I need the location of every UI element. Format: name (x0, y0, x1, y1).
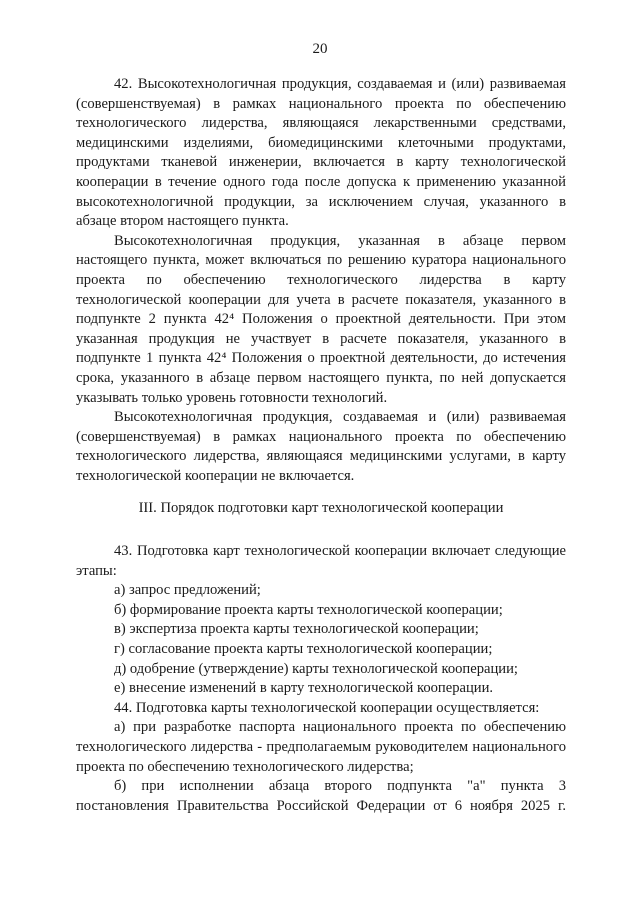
paragraph-44-b: б) при исполнении абзаца второго подпункта "а" пункта 3 постановления Правительства Российской Федерации от 6 ноября 2025 г. (76, 778, 566, 814)
page-number: 20 (312, 41, 328, 57)
list-item-stage-b: б) формирование проекта карты технологической кооперации; (114, 601, 503, 618)
section-heading: III. Порядок подготовки карт технологической кооперации (138, 500, 504, 517)
list-item-stage-d: г) согласование проекта карты технологической кооперации; (114, 641, 493, 658)
list-item-stage-f: е) внесение изменений в карту технологической кооперации. (114, 680, 494, 697)
list-item-stage-e: д) одобрение (утверждение) карты технологической кооперации; (114, 660, 518, 677)
paragraph-42: 42. Высокотехнологичная продукция, создаваемая и (или) развиваемая (совершенствуемая) в рамках национального проекта по обеспечению технологического лидерства, являющаяся лекарственными средствами, медицинскими изделиями, биомедицинскими клеточными продуктами, продуктами тканевой инженерии, включается в карту технологической кооперации в течение одного года после допуска к применению указанной высокотехнологичной продукции, за исключением случая, указанного в абзаце втором настоящего пункта. (76, 76, 566, 230)
list-item-stage-c: в) экспертиза проекта карты технологической кооперации; (114, 621, 479, 638)
paragraph-43: 43. Подготовка карт технологической кооперации включает следующие этапы: (76, 543, 566, 579)
paragraph-42-third: Высокотехнологичная продукция, создаваемая и (или) развиваемая (совершенствуемая) в рамках национального проекта по обеспечению технологического лидерства, являющаяся медицинскими услугами, в карту технологической кооперации не включается. (76, 409, 566, 484)
document-body (76, 75, 566, 816)
paragraph-44-a: а) при разработке паспорта национального проекта по обеспечению технологического лидерства - предполагаемым руководителем национального проекта по обеспечению технологического лидерства; (76, 719, 566, 775)
paragraph-44: 44. Подготовка карты технологической кооперации осуществляется: (114, 699, 540, 716)
list-item-stage-a: а) запрос предложений; (114, 582, 261, 599)
paragraph-42-second: Высокотехнологичная продукция, указанная в абзаце первом настоящего пункта, может включаться по решению куратора национального проекта по обеспечению технологического лидерства в карту технологической кооперации для учета в расчете показателя, указанного в подпункте 2 пункта 42⁴ Положения о проектной деятельности. При этом указанная продукция не участвует в расчете показателя, указанного в подпункте 1 пункта 42⁴ Положения о проектной деятельности, до истечения срока, указанного в абзаце первом настоящего пункта, по ней допускается указывать только уровень готовности технологий. (76, 232, 566, 406)
